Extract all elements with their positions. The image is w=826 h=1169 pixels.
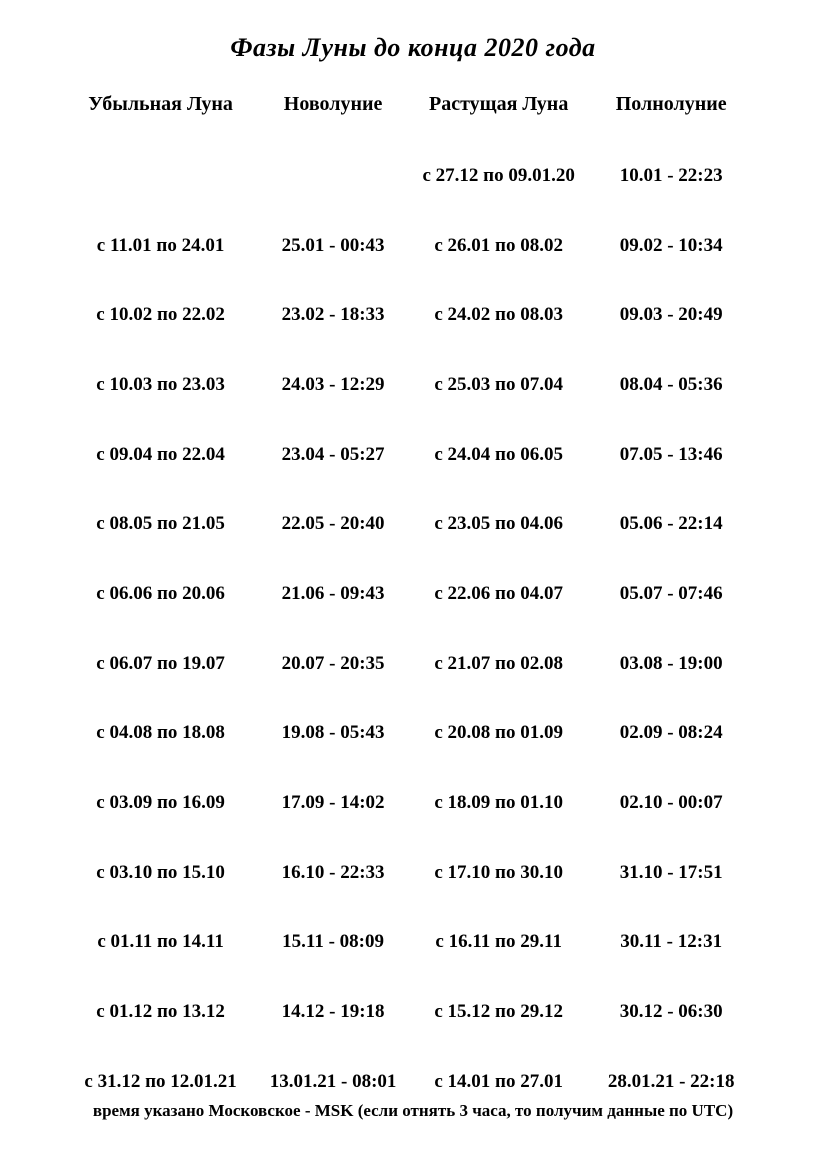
cell-waning-moon: с 10.03 по 23.03 [96, 373, 225, 395]
cell-waning-moon: с 01.11 по 14.11 [97, 931, 224, 953]
cell-waning-moon: с 11.01 по 24.01 [96, 234, 225, 256]
table-row [64, 838, 754, 908]
cell-new-moon: 15.11 - 08:09 [282, 931, 385, 953]
cell-full-moon: 10.01 - 22:23 [619, 164, 723, 186]
cell-full-moon: 02.09 - 08:24 [619, 722, 723, 744]
cell-full-moon: 28.01.21 - 22:18 [607, 1070, 735, 1092]
cell-new-moon: 23.04 - 05:27 [281, 443, 385, 465]
cell-full-moon: 05.06 - 22:14 [619, 513, 723, 535]
cell-waning-moon: с 31.12 по 12.01.21 [84, 1070, 237, 1092]
column-header-waning-moon: Убыльная Луна [88, 93, 233, 115]
cell-full-moon: 09.02 - 10:34 [619, 234, 723, 256]
cell-waning-moon: с 08.05 по 21.05 [96, 513, 225, 535]
cell-waxing-moon: с 26.01 по 08.02 [434, 234, 563, 256]
table-row [64, 141, 754, 211]
cell-new-moon: 23.02 - 18:33 [281, 304, 385, 326]
table-row [64, 977, 754, 1047]
cell-waxing-moon: с 20.08 по 01.09 [434, 722, 563, 744]
table-row [64, 629, 754, 699]
cell-waxing-moon: с 21.07 по 02.08 [434, 652, 563, 674]
table-body [64, 141, 754, 1117]
table-row [64, 908, 754, 978]
table-header-row [64, 92, 754, 116]
cell-new-moon: 24.03 - 12:29 [281, 373, 385, 395]
cell-full-moon: 30.12 - 06:30 [619, 1001, 723, 1023]
cell-waning-moon: с 06.07 по 19.07 [96, 652, 225, 674]
cell-full-moon: 30.11 - 12:31 [620, 931, 723, 953]
cell-waxing-moon: с 24.04 по 06.05 [434, 443, 563, 465]
cell-waxing-moon: с 23.05 по 04.06 [434, 513, 563, 535]
moon-phases-table [64, 92, 754, 1117]
column-header-full-moon: Полнолуние [615, 93, 727, 115]
document-page [0, 33, 826, 1169]
cell-new-moon: 16.10 - 22:33 [281, 861, 385, 883]
cell-waxing-moon: с 24.02 по 08.03 [434, 304, 563, 326]
cell-waxing-moon: с 27.12 по 09.01.20 [422, 164, 575, 186]
cell-waning-moon: с 10.02 по 22.02 [96, 304, 225, 326]
cell-new-moon: 14.12 - 19:18 [281, 1001, 385, 1023]
cell-waning-moon: с 06.06 по 20.06 [96, 582, 225, 604]
column-header-new-moon: Новолуние [283, 93, 383, 115]
table-row [64, 699, 754, 769]
cell-new-moon: 25.01 - 00:43 [281, 234, 385, 256]
cell-new-moon: 21.06 - 09:43 [281, 582, 385, 604]
cell-waning-moon: с 09.04 по 22.04 [96, 443, 225, 465]
cell-waxing-moon: с 25.03 по 07.04 [434, 373, 563, 395]
cell-full-moon: 02.10 - 00:07 [619, 792, 723, 814]
table-row [64, 420, 754, 490]
cell-full-moon: 09.03 - 20:49 [619, 304, 723, 326]
cell-waxing-moon: с 17.10 по 30.10 [434, 861, 563, 883]
cell-waning-moon: с 04.08 по 18.08 [96, 722, 225, 744]
cell-full-moon: 03.08 - 19:00 [619, 652, 723, 674]
cell-new-moon: 22.05 - 20:40 [281, 513, 385, 535]
cell-new-moon: 13.01.21 - 08:01 [269, 1070, 397, 1092]
cell-new-moon: 17.09 - 14:02 [281, 792, 385, 814]
table-row [64, 489, 754, 559]
cell-new-moon: 20.07 - 20:35 [281, 652, 385, 674]
cell-waxing-moon: с 15.12 по 29.12 [434, 1001, 563, 1023]
cell-waxing-moon: с 14.01 по 27.01 [434, 1070, 563, 1092]
cell-full-moon: 31.10 - 17:51 [619, 861, 723, 883]
cell-waning-moon: с 03.09 по 16.09 [96, 792, 225, 814]
cell-waning-moon: с 03.10 по 15.10 [96, 861, 225, 883]
cell-new-moon: 19.08 - 05:43 [281, 722, 385, 744]
cell-waxing-moon: с 18.09 по 01.10 [434, 792, 563, 814]
cell-full-moon: 05.07 - 07:46 [619, 582, 723, 604]
page-title: Фазы Луны до конца 2020 года [230, 33, 596, 62]
cell-full-moon: 08.04 - 05:36 [619, 373, 723, 395]
table-row [64, 768, 754, 838]
timezone-note: время указано Московское - MSK (если отнять 3 часа, то получим данные по UTC) [92, 1100, 734, 1120]
table-row [64, 350, 754, 420]
cell-full-moon: 07.05 - 13:46 [619, 443, 723, 465]
cell-waxing-moon: с 16.11 по 29.11 [435, 931, 562, 953]
column-header-waxing-moon: Растущая Луна [429, 93, 569, 115]
cell-waxing-moon: с 22.06 по 04.07 [434, 582, 563, 604]
table-row [64, 280, 754, 350]
table-row [64, 211, 754, 281]
cell-waning-moon: с 01.12 по 13.12 [96, 1001, 225, 1023]
table-row [64, 559, 754, 629]
